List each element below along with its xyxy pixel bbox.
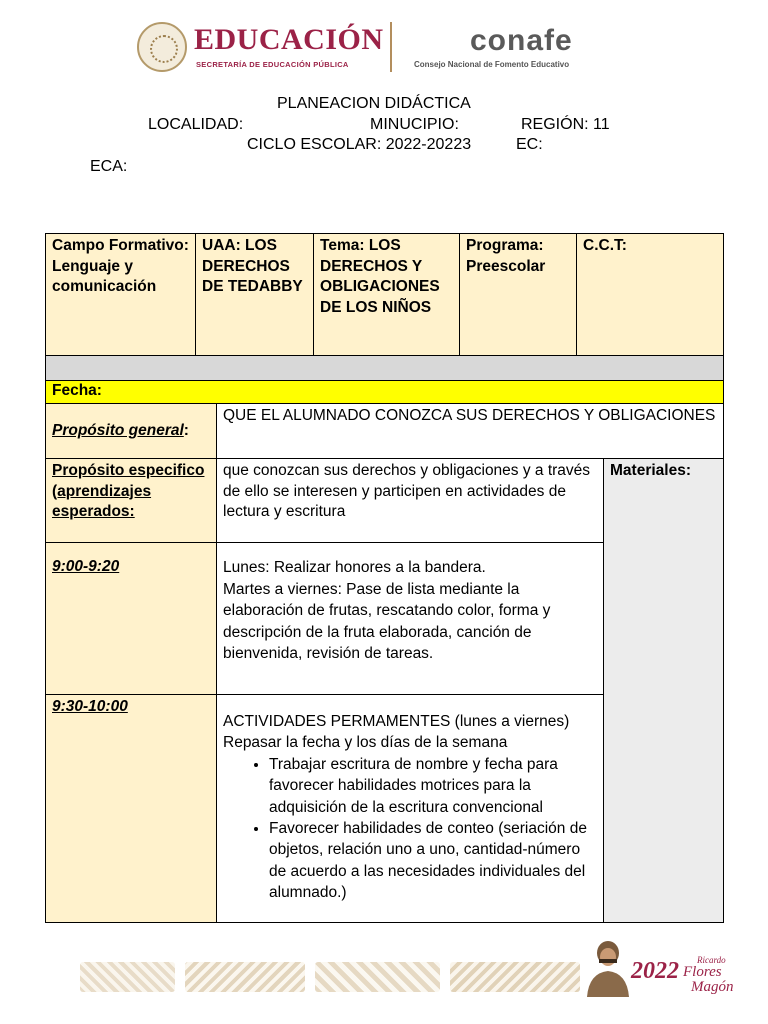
campo-formativo-cell: Campo Formativo: Lenguaje y comunicación bbox=[46, 234, 196, 356]
fecha-cell: Fecha: bbox=[46, 381, 724, 404]
localidad-label: LOCALIDAD: bbox=[148, 116, 244, 133]
proposito-general-label: Propósito general bbox=[52, 421, 184, 439]
tema-cell: Tema: LOS DERECHOS Y OBLIGACIONES DE LOS NIÑOS bbox=[314, 234, 460, 356]
programa-cell: Programa: Preescolar bbox=[460, 234, 577, 356]
slot-2-bullet-list bbox=[223, 754, 597, 904]
municipio-label: MINUCIPIO: bbox=[370, 116, 459, 133]
uaa-cell: UAA: LOS DERECHOS DE TEDABBY bbox=[196, 234, 314, 356]
year-2022: 2022 bbox=[631, 958, 679, 984]
sep-logo-text: EDUCACIÓN bbox=[194, 23, 384, 56]
decorative-footer-band bbox=[80, 962, 580, 992]
proposito-especifico-label-cell bbox=[46, 459, 217, 543]
proposito-general-colon: : bbox=[183, 421, 189, 439]
portrait-icon bbox=[583, 937, 633, 997]
region-label: REGIÓN: 11 bbox=[521, 116, 610, 133]
slot-2-content bbox=[217, 695, 604, 923]
proposito-especifico-label: Propósito especifico (aprendizajes esperados: bbox=[52, 462, 205, 520]
conafe-logo-text: conafe bbox=[470, 24, 573, 57]
ciclo-escolar: CICLO ESCOLAR: 2022-20223 bbox=[247, 136, 472, 153]
proposito-general-row bbox=[46, 404, 724, 459]
cct-cell: C.C.T: bbox=[577, 234, 724, 356]
letterhead bbox=[0, 0, 768, 90]
slot-2-line: Repasar la fecha y los días de la semana bbox=[223, 734, 508, 752]
slot-2-time-cell bbox=[46, 695, 217, 923]
document-title: PLANEACION DIDÁCTICA bbox=[277, 95, 471, 112]
flores-magon-logo: Ricardo Flores Magón bbox=[683, 955, 734, 995]
slot-1-line-1: Lunes: Realizar honores a la bandera. bbox=[223, 559, 486, 576]
materiales-cell: Materiales: bbox=[604, 459, 724, 923]
logo-divider bbox=[390, 22, 392, 72]
ec-label: EC: bbox=[516, 136, 543, 153]
slot-1-time-cell bbox=[46, 543, 217, 695]
gray-band bbox=[46, 356, 724, 381]
slot-2-time: 9:30-10:00 bbox=[52, 698, 128, 715]
national-seal-icon bbox=[137, 22, 187, 72]
fecha-row bbox=[46, 381, 724, 404]
slot-1-time: 9:00-9:20 bbox=[52, 558, 120, 575]
eca-label: ECA: bbox=[90, 158, 128, 175]
sep-subtitle: SECRETARÍA DE EDUCACIÓN PÚBLICA bbox=[196, 60, 349, 69]
list-item: • Trabajar escritura de nombre y fecha para favorecer habilidades motrices para la adquisición de la escritura convencional bbox=[269, 754, 597, 818]
proposito-especifico-value: que conozcan sus derechos y obligaciones y a través de ello se interesen y participen en actividades de lectura y escritura bbox=[217, 459, 604, 543]
proposito-especifico-row bbox=[46, 459, 724, 543]
proposito-general-label-cell bbox=[46, 404, 217, 459]
header-row bbox=[46, 234, 724, 356]
conafe-subtitle: Consejo Nacional de Fomento Educativo bbox=[414, 60, 570, 69]
spacer-row bbox=[46, 356, 724, 381]
proposito-general-value: QUE EL ALUMNADO CONOZCA SUS DERECHOS Y OBLIGACIONES bbox=[217, 404, 724, 459]
slot-1-line-2: Martes a viernes: Pase de lista mediante la elaboración de frutas, rescatando color, forma y descripción de la fruta elaborada, canción de bienvenida, revisión de tareas. bbox=[223, 580, 551, 662]
planning-table bbox=[45, 233, 724, 923]
slot-1-content bbox=[217, 543, 604, 695]
list-item: • Favorecer habilidades de conteo (seriación de objetos, relación uno a uno, cantidad-número de acuerdo a las necesidades individuales del alumnado.) bbox=[269, 818, 597, 904]
slot-2-heading: ACTIVIDADES PERMAMENTES (lunes a viernes) bbox=[223, 713, 570, 730]
